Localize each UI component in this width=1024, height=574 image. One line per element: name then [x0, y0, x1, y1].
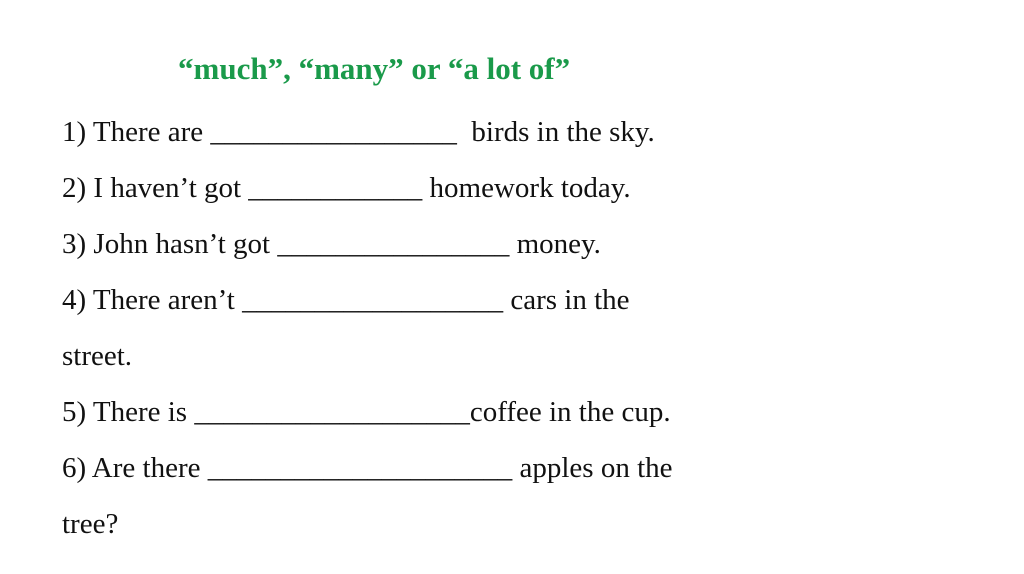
exercise-line-6-continuation: tree? — [62, 508, 119, 540]
exercise-line-3: 3) John hasn’t got ________________ money. — [62, 228, 601, 260]
exercise-line-5: 5) There is ___________________coffee in the cup. — [62, 396, 671, 428]
exercise-title: “much”, “many” or “a lot of” — [178, 51, 571, 86]
exercise-line-2: 2) I haven’t got ____________ homework today. — [62, 172, 631, 204]
exercise-line-1: 1) There are _________________ birds in the sky. — [62, 116, 655, 148]
exercise-line-4: 4) There aren’t __________________ cars in the — [62, 284, 630, 316]
exercise-line-4-continuation: street. — [62, 340, 133, 372]
exercise-line-6: 6) Are there _____________________ apples on the — [62, 452, 673, 484]
